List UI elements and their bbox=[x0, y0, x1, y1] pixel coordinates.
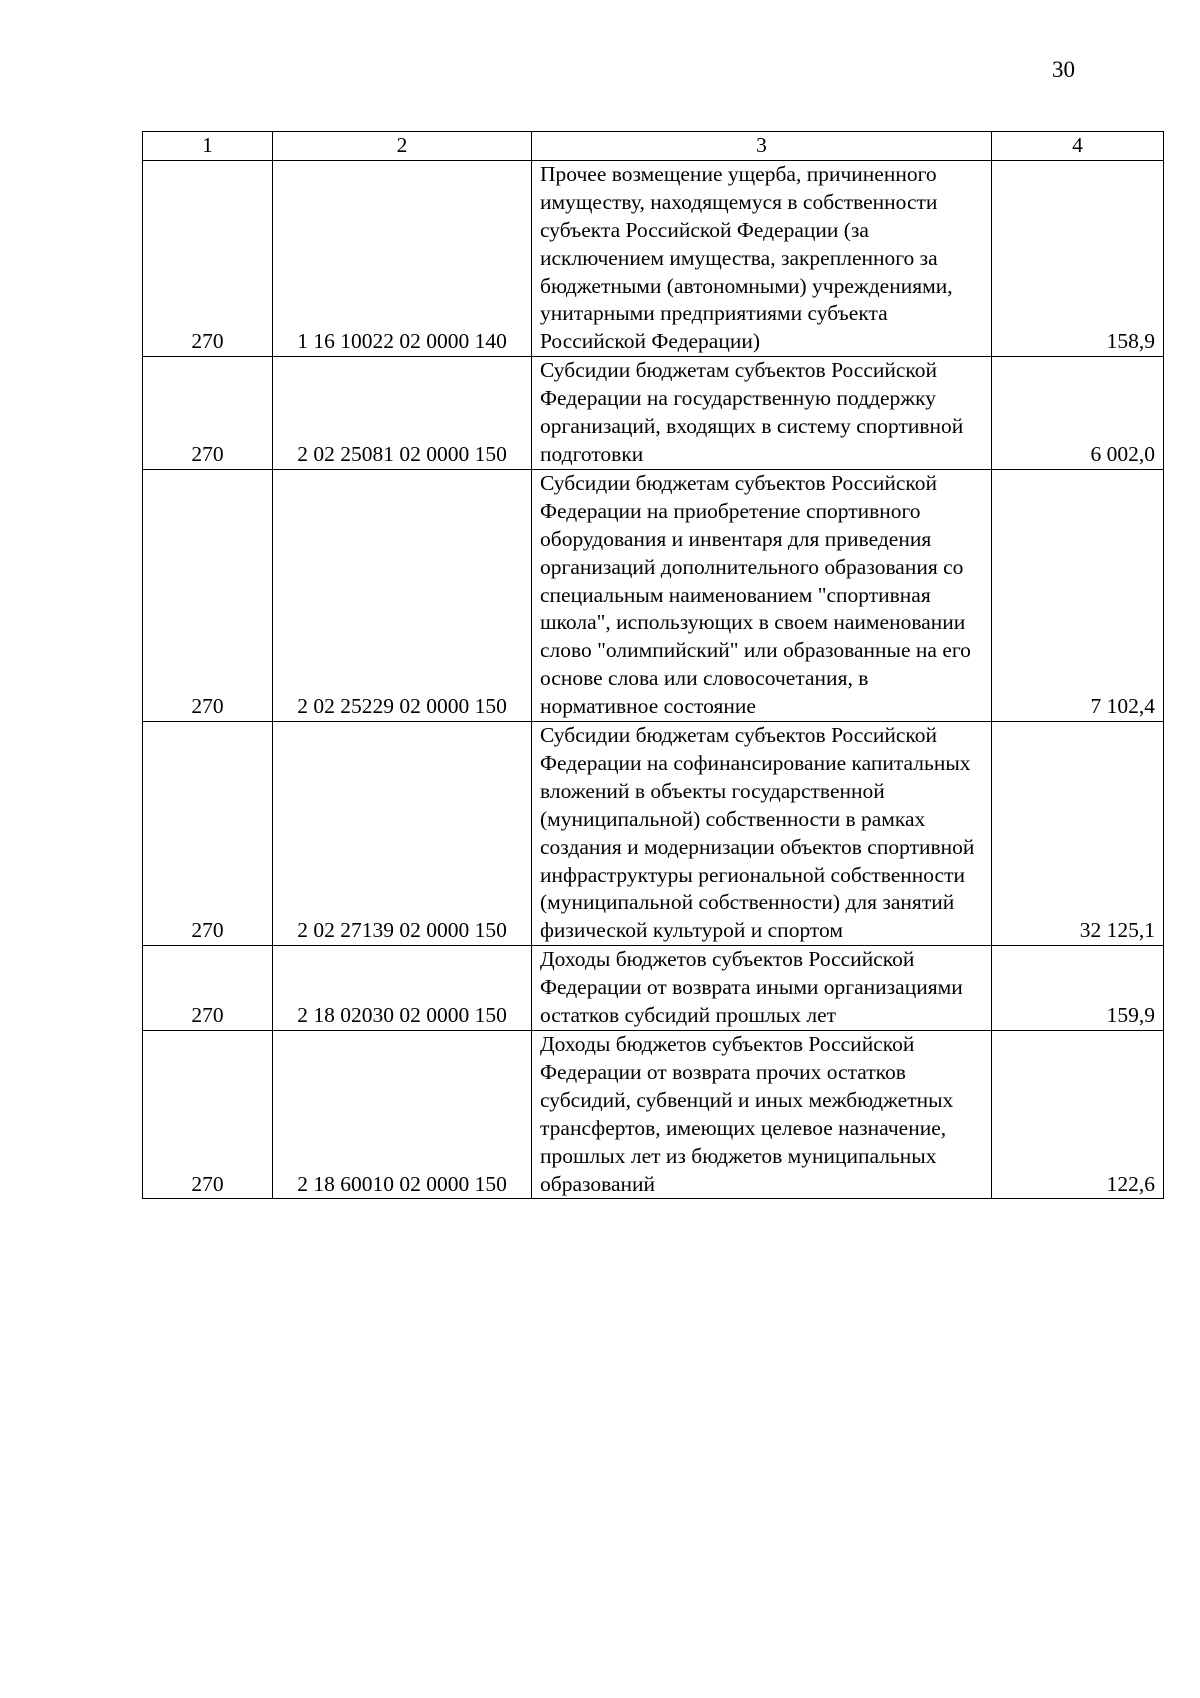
amount-cell: 7 102,4 bbox=[992, 469, 1164, 721]
table-row bbox=[143, 357, 1164, 470]
table-row bbox=[143, 469, 1164, 721]
amount-cell: 6 002,0 bbox=[992, 357, 1164, 470]
revenue-name-cell: Доходы бюджетов субъектов Российской Федерации от возврата иными организациями остатков субсидий прошлых лет bbox=[532, 946, 992, 1031]
column-header-4: 4 bbox=[992, 132, 1164, 161]
admin-code-cell: 270 bbox=[143, 946, 273, 1031]
column-header-3: 3 bbox=[532, 132, 992, 161]
budget-code-cell: 2 18 02030 02 0000 150 bbox=[273, 946, 532, 1031]
amount-cell: 158,9 bbox=[992, 160, 1164, 356]
column-header-1: 1 bbox=[143, 132, 273, 161]
admin-code-cell: 270 bbox=[143, 469, 273, 721]
budget-code-cell: 2 18 60010 02 0000 150 bbox=[273, 1031, 532, 1199]
table-row bbox=[143, 946, 1164, 1031]
table-header-row bbox=[143, 132, 1164, 161]
admin-code-cell: 270 bbox=[143, 722, 273, 946]
revenue-name-cell: Субсидии бюджетам субъектов Российской Федерации на софинансирование капитальных вложений в объекты государственной (муниципальной) собственности в рамках создания и модернизации объектов спортивной инфраструктуры региональной собственности (муниципальной собственности) для занятий физической культурой и спортом bbox=[532, 722, 992, 946]
budget-code-cell: 2 02 25081 02 0000 150 bbox=[273, 357, 532, 470]
admin-code-cell: 270 bbox=[143, 1031, 273, 1199]
revenue-name-cell: Субсидии бюджетам субъектов Российской Федерации на государственную поддержку организаций, входящих в систему спортивной подготовки bbox=[532, 357, 992, 470]
revenue-name-cell: Прочее возмещение ущерба, причиненного имуществу, находящемуся в собственности субъекта Российской Федерации (за исключением имущества, закрепленного за бюджетными (автономными) учреждениями, унитарными предприятиями субъекта Российской Федерации) bbox=[532, 160, 992, 356]
table-row bbox=[143, 1031, 1164, 1199]
admin-code-cell: 270 bbox=[143, 357, 273, 470]
revenue-name-cell: Субсидии бюджетам субъектов Российской Федерации на приобретение спортивного оборудования и инвентаря для приведения организаций дополнительного образования со специальным наименованием "спортивная школа", использующих в своем наименовании слово "олимпийский" или образованные на его основе слова или словосочетания, в нормативное состояние bbox=[532, 469, 992, 721]
budget-code-cell: 2 02 27139 02 0000 150 bbox=[273, 722, 532, 946]
column-header-2: 2 bbox=[273, 132, 532, 161]
page-number: 30 bbox=[1052, 57, 1075, 82]
amount-cell: 32 125,1 bbox=[992, 722, 1164, 946]
revenue-name-cell: Доходы бюджетов субъектов Российской Федерации от возврата прочих остатков субсидий, субвенций и иных межбюджетных трансфертов, имеющих целевое назначение, прошлых лет из бюджетов муниципальных образований bbox=[532, 1031, 992, 1199]
amount-cell: 159,9 bbox=[992, 946, 1164, 1031]
admin-code-cell: 270 bbox=[143, 160, 273, 356]
budget-code-cell: 2 02 25229 02 0000 150 bbox=[273, 469, 532, 721]
revenue-table bbox=[142, 131, 1164, 1199]
budget-code-cell: 1 16 10022 02 0000 140 bbox=[273, 160, 532, 356]
table-row bbox=[143, 722, 1164, 946]
table-row bbox=[143, 160, 1164, 356]
amount-cell: 122,6 bbox=[992, 1031, 1164, 1199]
